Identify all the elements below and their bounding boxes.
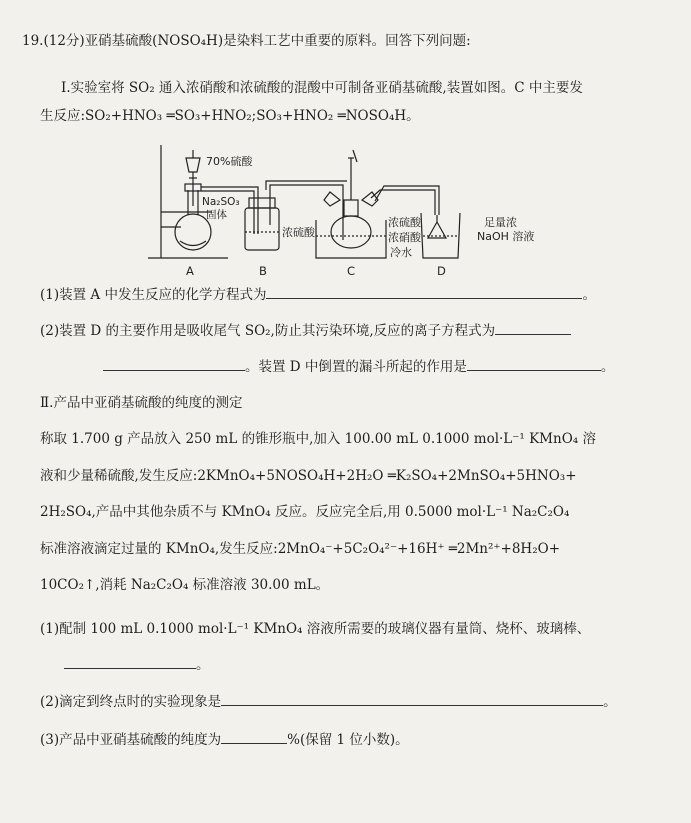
- part2-title: Ⅱ.产品中亚硝基硫酸的纯度的测定: [40, 395, 243, 411]
- part1-q2-end: 。: [600, 359, 615, 375]
- part2-q1-end: 。: [196, 657, 210, 673]
- part2-q3-text: (3)产品中亚硝基硫酸的纯度为: [40, 732, 222, 748]
- letter-d: D: [437, 264, 446, 278]
- part1-q2-mid: 。装置 D 中倒置的漏斗所起的作用是: [245, 359, 467, 375]
- answer-blank-p1q2a[interactable]: [495, 321, 571, 335]
- question-header: 19.(12分)亚硝基硫酸(NOSO₄H)是染料工艺中重要的原料。回答下列问题:: [22, 33, 471, 49]
- letter-a: A: [186, 264, 194, 278]
- answer-blank-p2q2[interactable]: [221, 692, 603, 706]
- label-d-2: NaOH 溶液: [477, 230, 535, 243]
- part2-q3: [40, 730, 409, 749]
- bottle-b: [245, 181, 347, 250]
- answer-blank-p2q1[interactable]: [64, 655, 196, 669]
- part2-para-line5: 10CO₂↑,消耗 Na₂C₂O₄ 标准溶液 30.00 mL。: [40, 577, 330, 593]
- label-solid-1: Na₂SO₃: [202, 196, 240, 208]
- answer-blank-p2q3[interactable]: [221, 730, 287, 744]
- label-c-3: 冷水: [390, 246, 412, 259]
- part2-para-line3: 2H₂SO₄,产品中其他杂质不与 KMnO₄ 反应。反应完全后,用 0.5000 mol·L⁻¹ Na₂C₂O₄: [40, 504, 570, 520]
- letter-c: C: [347, 264, 356, 278]
- part1-intro-line1: Ⅰ.实验室将 SO₂ 通入浓硝酸和浓硫酸的混酸中可制备亚硝基硫酸,装置如图。C 中主要发: [61, 80, 583, 96]
- part2-para-line2: 液和少量稀硫酸,发生反应:2KMnO₄+5NOSO₄H+2H₂O ═K₂SO₄+2MnSO₄+5HNO₃+: [40, 468, 577, 484]
- part2-q1-line1: (1)配制 100 mL 0.1000 mol·L⁻¹ KMnO₄ 溶液所需要的玻璃仪器有量筒、烧杯、玻璃棒、: [40, 621, 591, 637]
- part2-q3-end: %(保留 1 位小数)。: [287, 732, 409, 748]
- part2-q2-text: (2)滴定到终点时的实验现象是: [40, 694, 222, 710]
- answer-blank-p1q2c[interactable]: [467, 357, 601, 371]
- part1-q1: [40, 285, 596, 304]
- label-b: 浓硫酸: [282, 226, 315, 239]
- part1-q2-line1: [40, 321, 571, 340]
- part2-q2-end: 。: [603, 694, 617, 710]
- label-c-1: 浓硫酸: [388, 216, 421, 229]
- part1-q2-text: (2)装置 D 的主要作用是吸收尾气 SO₂,防止其污染环境,反应的离子方程式为: [40, 323, 496, 339]
- label-solid-2: 固体: [206, 209, 227, 221]
- part2-q2: [40, 692, 617, 711]
- beaker-d: [421, 213, 460, 258]
- part2-para-line4: 标准溶液滴定过量的 KMnO₄,发生反应:2MnO₄⁻+5C₂O₄²⁻+16H⁺ ═2Mn²⁺+8H₂O+: [40, 541, 561, 557]
- part2-q1-line2: [64, 655, 210, 674]
- part1-q2-line2: [103, 357, 614, 376]
- label-c-2: 浓硝酸: [388, 231, 421, 244]
- answer-blank-p1q2b[interactable]: [103, 357, 245, 371]
- part1-intro-line2: 生反应:SO₂+HNO₃ ═SO₃+HNO₂;SO₃+HNO₂ ═NOSO₄H。: [40, 108, 420, 124]
- label-acid: 70%硫酸: [206, 155, 253, 168]
- part1-q1-end: 。: [582, 287, 596, 303]
- label-d-1: 足量浓: [484, 216, 517, 229]
- part1-q1-text: (1)装置 A 中发生反应的化学方程式为: [40, 287, 267, 303]
- part2-para-line1: 称取 1.700 g 产品放入 250 mL 的锥形瓶中,加入 100.00 mL 0.1000 mol·L⁻¹ KMnO₄ 溶: [40, 431, 596, 447]
- letter-b: B: [259, 264, 267, 278]
- answer-blank-p1q1[interactable]: [266, 285, 582, 299]
